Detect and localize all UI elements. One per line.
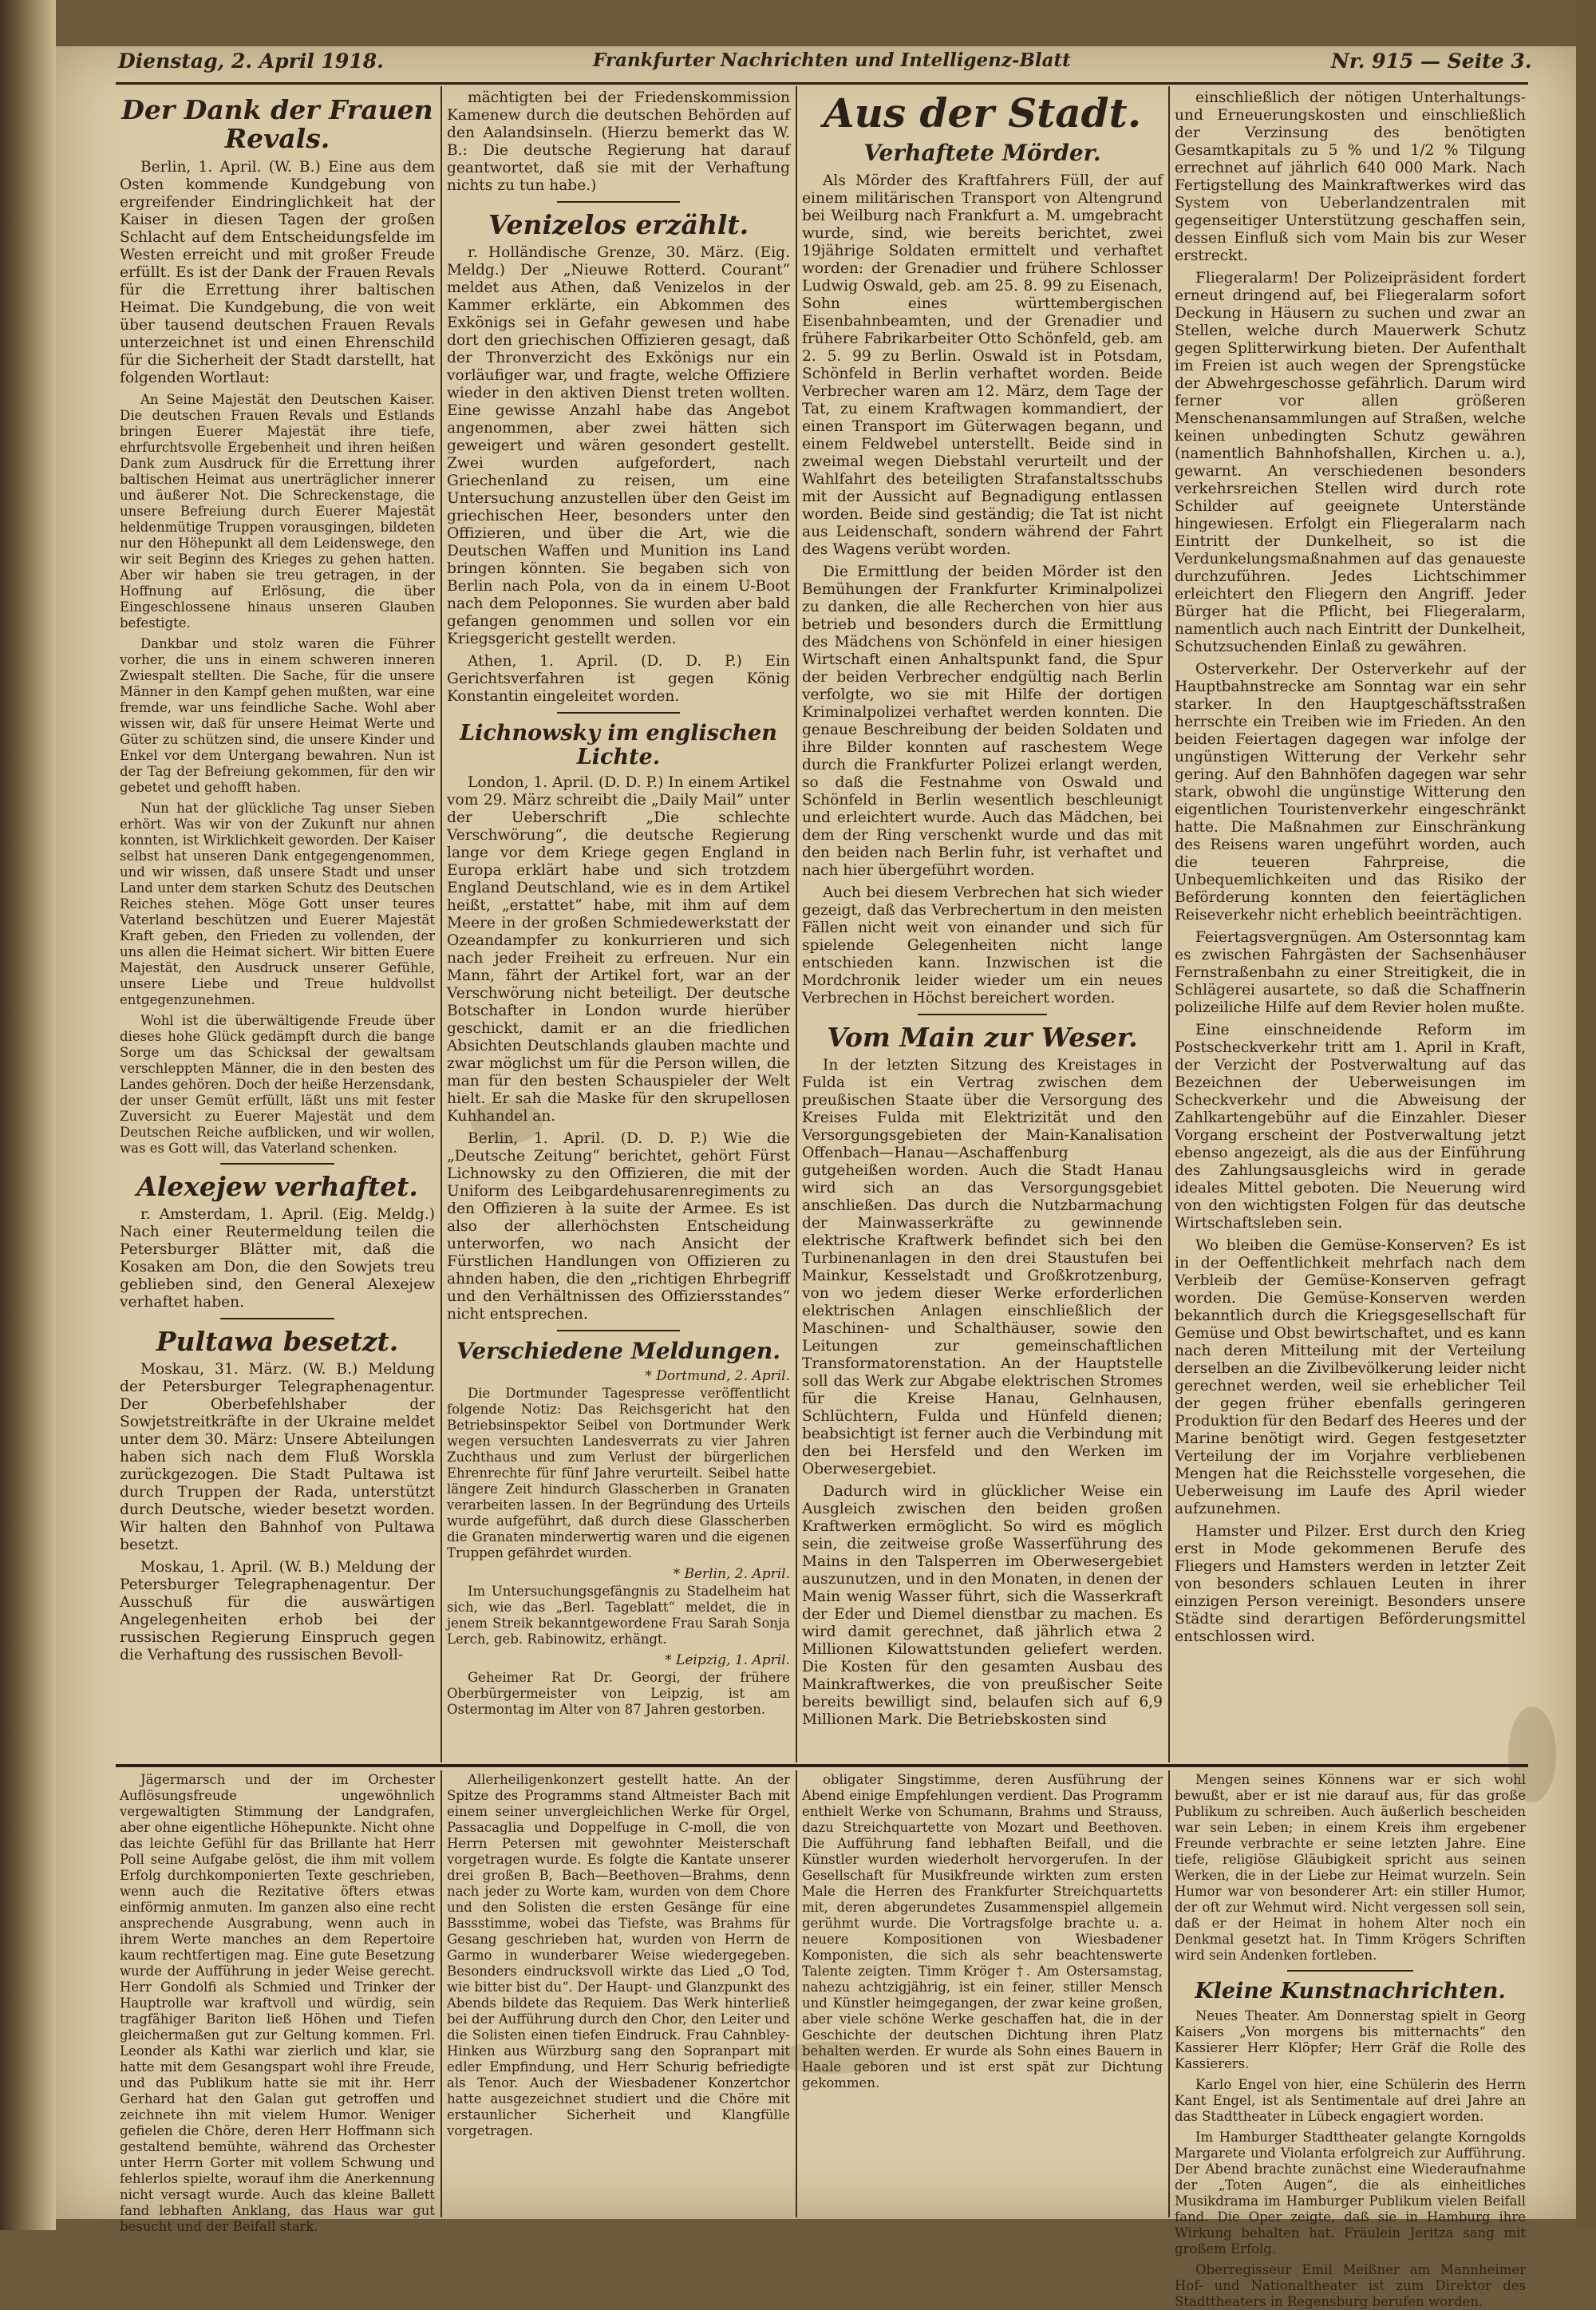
feuilleton-paragraph: Mengen seines Könnens war er sich wohl bewußt, aber er ist nie darauf aus, für das große Publikum zu schreiben. Auch äußerlich bescheiden war sein Leben; in einem Kreis ihm ergebener Freunde verbrachte er seine letzten Jahre. Eine tiefe, religiöse Gläubigkeit spricht aus seinen Werken, die in der Liebe zur Heimat wurzeln. Sein Humor war von besonderer Art: ein stiller Humor, der oft zur Wehmut wird. Nicht vergessen soll sein, daß er der Heimat in hohem Alter noch ein Denkmal gesetzt hat. In Timm Krögers Schriften wird sein Andenken fortleben. bbox=[1175, 1772, 1526, 1963]
column-rule bbox=[1168, 86, 1170, 1762]
column-rule bbox=[796, 1770, 797, 2217]
article-paragraph: In der letzten Sitzung des Kreistages in Fulda ist ein Vertrag zwischen dem preußischen Staate über die Versorgung des Kreises Fulda mit Elektrizität und den Versorgungsgebieten der Main-Kanalisation Offenbach—Hanau—Aschaffenburg gutgeheißen worden. Auch die Stadt Hanau wird sich an das Versorgungsgebiet anschließen. Das durch die Nutzbarmachung der Mainwasserkräfte zu gewinnende elektrische Kraftwerk befindet sich bei den Turbinenanlagen in den drei Staustufen bei Mainkur, Kesselstadt und Großkrotzenburg, von wo jedem dieser Werke erforderlichen elektrischen Anlagen einschließlich der Maschinen- und Schalthäuser, sowie den Leitungen zur gemeinschaftlichen Transformatorenstation. An der Hauptstelle soll das Werk zur Abgabe elektrischen Stromes für die Kreise Hanau, Gelnhausen, Schlüchtern, Fulda und Hünfeld dienen; beabsichtigt ist ferner auch die Verbindung mit den bei Hersfeld und den Werken im Oberwesergebiet. bbox=[802, 1057, 1163, 1478]
article-paragraph: London, 1. April. (D. D. P.) In einem Artikel vom 29. März schreibt die „Daily Mail“ unter der Ueberschrift „Die schlechte Verschwörung“, die deutsche Regierung lange vor dem Kriege gegen England in Europa erklärt habe und sich trotzdem England Deutschland, wie es in dem Artikel heißt, „erstattet“ habe, mit ihm auf dem Meere in der großen Schmiedewerkstatt der Ozeandampfer zu konkurrieren und sich nach jeder Freiheit zu erfreuen. Nur ein Mann, fährt der Artikel fort, war an der Verschwörung nicht beteiligt. Der deutsche Botschafter in London wurde hierüber geschickt, damit er an die friedlichen Absichten Deutschlands glauben machte und zwar möglichst um für die Person willen, die man für den besten Schauspieler der Welt hielt. Er sah die Maske für den skrupellosen Kuhhandel an. bbox=[447, 773, 790, 1125]
dateline: * Dortmund, 2. April. bbox=[645, 1368, 790, 1385]
article-paragraph: einschließlich der nötigen Unterhaltungs- und Erneuerungskosten und einschließlich der Verzinsung des benötigten Gesamtkapitals zu 5 % und 1/2 % Tilgung errechnet auf jährlich 640 000 Mark. Nach Fertigstellung des Mainkraftwerkes wird das System von Ueberlandzentralen mit gegenseitiger Unterstützung geschaffen sein, dessen Einfluß sich vom Main bis zur Weser erstreckt. bbox=[1175, 89, 1526, 264]
headline-main-weser: Vom Main zur Weser. bbox=[827, 1022, 1138, 1053]
feuilleton-paragraph: Jägermarsch und der im Orchester Auflösungsfreude ungewöhnlich vergewaltigten Stimmung der Landgrafen, aber ohne eigentliche Höhepunkte. Nicht ohne das leichte Gefühl für das Brillante hat Herr Poll seine Aufgabe gelöst, die ihm mit vollem Erfolg durchkomponierten Texte geschrieben, wenn auch die Rezitative öfters etwas einförmig anmuten. Im ganzen also eine recht ansprechende Ausgrabung, wenn auch in ihrem Werte manches an dem Repertoire kaum rechtfertigen mag. Eine gute Besetzung wurde der Aufführung in jeder Weise gerecht. Herr Gondolfi als Schmied und Trinker der Hauptrolle war kraftvoll und würdig, sein tragfähiger Bariton ließ Höhen und Tiefen gleichermaßen gut zur Geltung kommen. Frl. Leonder als Kathi war zierlich und klar, sie hatte mit dem Gesangspart wohl ihre Freude, und das Publikum hatte sie mit ihr. Herr Gerhard hat den Galan gut getroffen und zeichnete ihn mit vielem Humor. Weniger gefielen die Chöre, deren Herr Hoffmann sich gestaltend bemühte, während das Orchester unter Herrn Gorter mit vollem Schwung und fehlerlos spielte, worauf ihm die Anerkennung nicht versagt wurde. Auch das kleine Ballett fand lebhaften Anklang, das Haus war gut besucht und der Beifall stark. bbox=[120, 1772, 435, 2234]
column-1 bbox=[120, 89, 435, 1762]
kunst-item: Im Hamburger Stadttheater gelangte Korngolds Margarete und Violanta erfolgreich zur Aufführung. Der Abend brachte zunächst eine Wiederaufnahme der „Toten Augen“, die als einheitliches Musikdrama im Hamburger Publikum vielen Beifall fand. Die Oper zeigte, daß sie in Hamburg ihre Wirkung behalten hat. Fräulein Jeritza sang mit großem Erfolg. bbox=[1175, 2129, 1526, 2257]
feuilleton-rule bbox=[116, 1764, 1528, 1767]
masthead: Frankfurter Nachrichten und Intelligenz-Blatt bbox=[593, 49, 1071, 71]
header-date: Dienstag, 2. April 1918. bbox=[118, 49, 384, 73]
section-title-aus-der-stadt: Aus der Stadt. bbox=[823, 89, 1142, 136]
article-paragraph: Die Dortmunder Tagespresse veröffentlicht folgende Notiz: Das Reichsgericht hat den Betriebsinspektor Seibel von Dortmunder Werk wegen versuchten Landesverrats zu vier Jahren Zuchthaus und zum Verlust der bürgerlichen Ehrenrechte für fünf Jahre verurteilt. Seibel hatte längere Zeit hindurch Glasscherben in Granaten verarbeiten lassen. In der Begründung des Urteils wurde aufgeführt, daß durch diese Glasscherben die Granaten minderwertig waren und die eigenen Truppen gefährdet wurden. bbox=[447, 1386, 790, 1561]
headline-verhaftete-moerder: Verhaftete Mörder. bbox=[863, 140, 1101, 166]
headline-frauen-revals: Der Dank der Frauen Revals. bbox=[121, 94, 433, 155]
article-paragraph: Eine einschneidende Reform im Postscheckverkehr tritt am 1. April in Kraft, der Verzicht der Postverwaltung auf das Bezeichnen der Ueberweisungen im Scheckverkehr und die Abweisung der Zahlkartengebühr auf die Einzahler. Dieser Vorgang erscheint der Postverwaltung jetzt ebenso angezeigt, als die aus der Einführung des Zahlungsausgleichs wird in gerade ideales Mittel geboten. Die Neuerung wird von den wichtigsten Folgen für das deutsche Wirtschaftsleben sein. bbox=[1175, 1022, 1526, 1232]
article-divider bbox=[557, 712, 681, 714]
feuilleton-column-3 bbox=[802, 1772, 1163, 2215]
headline-alexejew: Alexejew verhaftet. bbox=[136, 1170, 418, 1202]
article-divider bbox=[220, 1163, 334, 1165]
kunst-item: Karlo Engel von hier, eine Schülerin des Herrn Kant Engel, ist als Sentimentale auf drei Jahre an das Stadttheater in Lübeck engagiert worden. bbox=[1175, 2076, 1526, 2124]
feuilleton-paragraph: Allerheiligenkonzert gestellt hatte. An der Spitze des Programms stand Altmeister Bach mit einem seiner unvergleichlichen Werke für Orgel, Passacaglia und Doppelfuge in C-moll, die von Herrn Petersen mit gewohnter Meisterschaft vorgetragen wurde. Es folgte die Kantate unserer drei großen B, Bach—Beethoven—Brahms, denn nach jeder zu Worte kam, wurden von dem Chore und den Solisten die ersten Gesänge für eine Bassstimme, wobei das Tiefste, was Brahms für Gesang geschrieben hat, wurden von Herrn de Garmo in wunderbarer Weise wiedergegeben. Besonders eindrucksvoll wirkte das Lied „O Tod, wie bitter bist du“. Der Haupt- und Glanzpunkt des Abends bildete das Requiem. Das Werk hinterließ bei der Aufführung durch den Chor, den Leiter und die Solisten einen tiefen Eindruck. Frau Cahnbley-Hinken aus Würzburg sang den Sopranpart mit edler Empfindung, und Herr Schurig befriedigte als Tenor. Auch der Wiesbadener Konzertchor hatte ausgezeichnet studiert und die Chöre mit erstaunlicher Sicherheit und Klangfülle vorgetragen. bbox=[447, 1772, 790, 2138]
headline-verschiedene-meldungen: Verschiedene Meldungen. bbox=[456, 1337, 780, 1364]
page-header bbox=[62, 49, 1532, 81]
article-paragraph: Moskau, 31. März. (W. B.) Meldung der Petersburger Telegraphenagentur. Der Oberbefehlshaber der Sowjetstreitkräfte in der Ukraine meldet unter dem 30. März: Unsere Abteilungen haben sich nach dem Fluß Worskla zurückgezogen. Die Stadt Pultawa ist durch Truppen der Rada, unterstützt durch Deutsche, wieder besetzt worden. Wir halten den Bahnhof von Pultawa besetzt. bbox=[120, 1361, 435, 1554]
column-2 bbox=[447, 89, 790, 1762]
column-rule bbox=[1168, 1770, 1170, 2217]
article-divider bbox=[1287, 1970, 1413, 1972]
article-paragraph: Nun hat der glückliche Tag unser Sieben erhört. Was wir von der Zukunft nur ahnen konnten, ist Wirklichkeit geworden. Der Kaiser selbst hat unseren Dank entgegengenommen, und wir wissen, daß unsere Stadt und unser Land unter dem starken Schutz des Deutschen Reiches stehen. Möge Gott unser teures Vaterland beschützen und Euerer Majestät Kraft geben, den Frieden zu vollenden, der uns allen die Heimat sichert. Wir bitten Euere Majestät, den Ausdruck unserer Gefühle, unsere Liebe und Treue huldvollst entgegenzunehmen. bbox=[120, 800, 435, 1007]
column-rule bbox=[796, 86, 797, 1762]
article-paragraph: r. Amsterdam, 1. April. (Eig. Meldg.) Nach einer Reutermeldung teilen die Petersburger Blätter mit, daß die Kosaken am Don, die den Sowjets treu geblieben sind, den General Alexejew verhaftet haben. bbox=[120, 1205, 435, 1311]
article-paragraph: Als Mörder des Kraftfahrers Füll, der auf einem militärischen Transport von Altengrund bei Weilburg nach Frankfurt a. M. umgebracht wurde, sind, wie bereits berichtet, zwei 19jährige Soldaten ermittelt und verhaftet worden: der Grenadier und frühere Schlosser Ludwig Oswald, geb. am 25. 8. 99 zu Eisenach, Sohn eines württembergischen Eisenbahnbeamten, und der Grenadier und frühere Fabrikarbeiter Otto Schönfeld, geb. am 2. 5. 99 zu Berlin. Oswald ist in Potsdam, Schönfeld in Berlin verhaftet worden. Beide Verbrecher waren am 12. März, dem Tage der Tat, zu einem Kraftwagen kommandiert, der einen Transport im Güterwagen begann, und einem Feldwebel unterstellt. Beide sind in zweimal wegen Diebstahl verurteilt und der Wahlfahrt des beteiligten Strafanstaltsschubs mit der Aussicht auf Begnadigung entlassen worden. Beide sind geständig; die Tat ist nicht aus Leidenschaft, sondern während der Fahrt des Wagens verübt worden. bbox=[802, 172, 1163, 558]
dateline: * Leipzig, 1. April. bbox=[665, 1652, 790, 1669]
article-divider bbox=[557, 1330, 681, 1331]
feuilleton-column-1 bbox=[120, 1772, 435, 2234]
article-paragraph: An Seine Majestät den Deutschen Kaiser. Die deutschen Frauen Revals und Estlands bringen Euerer Majestät ihre tiefe, ehrfurchtsvolle Ergebenheit und ihren heißen Dank zum Ausdruck für die Errettung ihrer baltischen Heimat aus unerträglicher innerer und äußerer Not. Die Schreckenstage, die unsere Befreiung durch Euerer Majestät heldenmütige Truppen vorausgingen, bildeten nur den Höhepunkt all dem Leidenswege, den wir seit Beginn des Krieges zu gehen hatten. Aber wir haben sie treu getragen, in der Hoffnung auf Erlösung, die über Eingeschlossene hinaus unseren Glauben befestigte. bbox=[120, 391, 435, 631]
headline-lichnowsky: Lichnowsky im englischen Lichte. bbox=[460, 721, 777, 769]
headline-kleine-kunstnachrichten: Kleine Kunstnachrichten. bbox=[1195, 1979, 1506, 2003]
article-paragraph: Moskau, 1. April. (W. B.) Meldung der Petersburger Telegraphenagentur. Der Ausschuß für die auswärtigen Angelegenheiten erhob bei der russischen Regierung Einspruch gegen die Verhaftung des russischen Bevoll- bbox=[120, 1559, 435, 1664]
feuilleton-paragraph: obligater Singstimme, deren Ausführung der Abend einige Empfehlungen verdient. Das Programm enthielt Werke von Schumann, Brahms und Strauss, dazu Streichquartette von Mozart und Beethoven. Die Aufführung fand lebhaften Beifall, und die Künstler wurden wiederholt hervorgerufen. In der Gesellschaft für Musikfreunde wirkten zum ersten Male die Herren des Frankfurter Streichquartetts mit, deren abgerundetes Zusammenspiel allgemein gerühmt wurde. Die Vortragsfolge brachte u. a. neuere Kompositionen von Wiesbadener Komponisten, die sich als sehr beachtenswerte Talente zeigten. Timm Kröger †. Am Ostersamstag, nahezu achtzigjährig, ist ein feiner, stiller Mensch und Künstler heimgegangen, der zwar keine großen, aber viele schöne Werke geschaffen hat, die in der Geschichte der deutschen Dichtung ihren Platz behalten werden. Er wurde als Sohn eines Bauern in Haale geboren und ist erst spät zur Dichtung gekommen. bbox=[802, 1772, 1163, 2090]
article-paragraph: r. Holländische Grenze, 30. März. (Eig. Meldg.) Der „Nieuwe Rotterd. Courant“ meldet aus Athen, daß Venizelos in der Kammer erklärte, ein Abkommen des Exkönigs sei in Gefahr gewesen und habe dort den griechischen Offizieren gesagt, daß der Thronverzicht des Exkönigs nur ein vorläufiger war, und fragte, welche Offiziere wieder in den aktiven Dienst treten wollten. Eine gewisse Anzahl habe das Angebot angenommen, aber zwei hätten sich geweigert und wären gesondert gestellt. Zwei wurden aufgefordert, nach Griechenland zu reisen, um eine Untersuchung anzustellen über den Geist im griechischen Heer, besonders unter den Offizieren, und über die Art, wie die Deutschen Waffen und Munition ins Land bringen könnten. Sie begaben sich von Berlin nach Pola, von da in einem U-Boot nach dem Peloponnes. Sie wurden aber bald gefangen genommen und sollen vor ein Kriegsgericht gestellt werden. bbox=[447, 244, 790, 648]
kunst-item: Oberregisseur Emil Meißner am Mannheimer Hof- und Nationaltheater ist zum Direktor des Stadttheaters in Regensburg berufen worden. bbox=[1175, 2261, 1526, 2309]
kunst-item: Neues Theater. Am Donnerstag spielt in Georg Kaisers „Von morgens bis mitternachts“ den Kassierer Herr Klöpfer; Herr Gräf die Rolle des Kassierers. bbox=[1175, 2007, 1526, 2071]
article-paragraph: Auch bei diesem Verbrechen hat sich wieder gezeigt, daß das Verbrechertum in den meisten Fällen nicht weit von einander und sich für spielende Gelegenheiten nicht lange entschieden kann. Inzwischen ist die Mordchronik leider wieder um ein neues Verbrechen in Höchst bereichert worden. bbox=[802, 884, 1163, 1007]
article-paragraph: Dankbar und stolz waren die Führer vorher, die uns in einem schweren inneren Zwiespalt stellten. Die Sache, für die unsere Männer in den Kampf gehen mußten, war eine fremde, war uns feindliche Sache. Wohl aber wissen wir, daß für unsere Heimat Werte und Güter zu schützen sind, die unsere Kinder und Enkel vor dem Untergang bewahren. Nun ist der Tag der Befreiung gekommen, für den wir gebetet und gehofft haben. bbox=[120, 635, 435, 795]
page-edge bbox=[1576, 0, 1596, 2230]
headline-pultawa: Pultawa besetzt. bbox=[156, 1325, 399, 1357]
book-gutter bbox=[0, 0, 56, 2230]
article-paragraph: Die Ermittlung der beiden Mörder ist den Bemühungen der Frankfurter Kriminalpolizei zu danken, die alle Recherchen von hier aus betrieb und besonders durch die Ermittlung des Mädchens von Schönfeld in einer hiesigen Wirtschaft einen Anhaltspunkt fand, die Spur der beiden Verbrecher endgültig nach Berlin verfolgte, wo sie mit Hilfe der dortigen Kriminalpolizei verhaftet werden konnten. Die genaue Beschreibung der beiden Soldaten und ihre Bilder konnten auf raschestem Wege durch die Frankfurter Polizei erlangt werden, so daß die Festnahme von Oswald und Schönfeld in Berlin wesentlich beschleunigt und erleichtert wurde. Auch das Mädchen, bei dem der Ring verschenkt wurde und das mit den beiden nach Berlin fuhr, ist verhaftet und nach hier übergeführt worden. bbox=[802, 564, 1163, 879]
article-paragraph: Dadurch wird in glücklicher Weise ein Ausgleich zwischen den beiden großen Kraftwerken ermöglicht. So wird es möglich sein, die zeitweise große Wasserführung des Mains in den Talsperren im Oberwesergebiet auszunutzen, und in den Monaten, in denen der Main wenig Wasser führt, sich die Wasserkraft der Eder und Diemel dienstbar zu machen. Es wird damit gerechnet, daß jährlich etwa 2 Millionen Kilowattstunden geliefert werden. Die Kosten für den gesamten Ausbau des Mainkraftwerkes, die von preußischer Seite bereits bewilligt sind, belaufen sich auf 6,9 Millionen Mark. Die Betriebskosten sind bbox=[802, 1483, 1163, 1729]
article-paragraph: Hamster und Pilzer. Erst durch den Krieg erst in Mode gekommenen Berufe des Fliegers und Hamsters werden in letzter Zeit von besonders schlauen Leuten in ihrer einzigen Person vereinigt. Besonders unsere Städte sind derartigen Beförderungsmittel entschlossen wird. bbox=[1175, 1523, 1526, 1645]
dateline: * Berlin, 2. April. bbox=[673, 1566, 790, 1583]
feuilleton-column-4 bbox=[1175, 1772, 1526, 2309]
feuilleton-column-2 bbox=[447, 1772, 790, 2215]
article-paragraph: Wohl ist die überwältigende Freude über dieses hohe Glück gedämpft durch die bange Sorge um das Schicksal der gewaltsam verschleppten Männer, die in den besten des Landes gehören. Doch der heiße Herzensdank, der unser Gemüt erfüllt, läßt uns mit fester Zuversicht zu Euerer Majestät und dem Deutschen Reiche aufblicken, und wir wollen, was es Gott will, das Vaterland schenken. bbox=[120, 1012, 435, 1156]
article-paragraph: Berlin, 1. April. (W. B.) Eine aus dem Osten kommende Kundgebung von ergreifender Eindringlichkeit hat der Kaiser in diesen Tagen der großen Schlacht auf dem Entscheidungsfelde im Westen erreicht und mit großer Freude erfüllt. Es ist der Dank der Frauen Revals für die Errettung ihrer baltischen Heimat. Die Kundgebung, die von weit über tausend deutschen Frauen Revals unterzeichnet ist und einen Ehrenschild für die Sicherheit der Stadt darstellt, hat folgenden Wortlaut: bbox=[120, 158, 435, 386]
article-divider bbox=[918, 1014, 1048, 1015]
article-paragraph: Geheimer Rat Dr. Georgi, der frühere Oberbürgermeister von Leipzig, ist am Ostermontag im Alter von 87 Jahren gestorben. bbox=[447, 1670, 790, 1718]
article-paragraph: Feiertagsvergnügen. Am Ostersonntag kam es zwischen Fahrgästen der Sachsenhäuser Fernstraßenbahn zu einer Streitigkeit, die in Schlägerei ausartete, so daß die Schaffnerin polizeiliche Hilfe auf dem Revier holen mußte. bbox=[1175, 929, 1526, 1016]
headline-venizelos: Venizelos erzählt. bbox=[488, 209, 749, 240]
column-3 bbox=[802, 89, 1163, 1762]
column-rule bbox=[440, 86, 442, 1762]
column-rule bbox=[440, 1770, 442, 2217]
article-divider bbox=[220, 1318, 334, 1319]
article-paragraph: Im Untersuchungsgefängnis zu Stadelheim hat sich, wie das „Berl. Tageblatt“ meldet, die in jenem Streik bekanntgewordene Frau Sarah Sonja Lerch, geb. Rabinowitz, erhängt. bbox=[447, 1584, 790, 1647]
article-paragraph: Wo bleiben die Gemüse-Konserven? Es ist in der Oeffentlichkeit mehrfach nach dem Verbleib der Gemüse-Konserven gefragt worden. Die Gemüse-Konserven werden bekanntlich durch die Kriegsgesellschaft für Gemüse und Obst bewirtschaftet, und es kann nach deren Mitteilung mit der Verteilung derselben an die Zivilbevölkerung leider nicht gerechnet werden, weil sie erheblicher Teil der gegen früher ebenfalls geringeren Produktion für den Bedarf des Heeres und der Marine benötigt wird. Gegen festgesetzter Verteilung der im Vorjahre verbliebenen Mengen hat die Reichsstelle vorgesehen, die Ueberweisung im Laufe des April wieder aufzunehmen. bbox=[1175, 1237, 1526, 1517]
article-paragraph: Athen, 1. April. (D. D. P.) Ein Gerichtsverfahren ist gegen König Konstantin eingeleitet worden. bbox=[447, 653, 790, 706]
article-paragraph: Osterverkehr. Der Osterverkehr auf der Hauptbahnstrecke am Sonntag war ein sehr starker. In den Hauptgeschäftsstraßen herrschte ein Treiben wie im Frieden. An den beiden Feiertagen dagegen war infolge der ungünstigen Witterung der Verkehr sehr gering. Auf den Bahnhöfen dagegen war sehr stark, obwohl die ungünstige Witterung den eigentlichen Touristenverkehr eingeschränkt hatte. Die Maßnahmen zur Einschränkung des Reisens waren ungeführt worden, auch die teueren Fahrpreise, die Unbequemlichkeiten und das Risiko der Beförderung konnten den feiertäglichen Reiseverkehr nicht erheblich beeinträchtigen. bbox=[1175, 661, 1526, 924]
article-paragraph: Fliegeralarm! Der Polizeipräsident fordert erneut dringend auf, bei Fliegeralarm sofort Deckung in Häusern zu suchen und zwar an Stellen, welche durch Mauerwerk Schutz gegen Splitterwirkung bieten. Der Aufenthalt im Freien ist auch wegen der Sprengstücke der Abwehrgeschosse gefährlich. Darum wird ferner vor allen größeren Menschenansammlungen auf Straßen, welche keinen unbedingten Schutz gewähren (namentlich Bahnhofshallen, Kirchen u. a.), gewarnt. An verschiedenen besonders verkehrsreichen Stellen wird durch rote Schilder auf geeignete Unterstände hingewiesen. Erfolgt ein Fliegeralarm nach Eintritt der Dunkelheit, so ist die Verdunkelungsmaßnahmen auf das genaueste durchzuführen. Jedes Lichtschimmer erleichtert den Fliegern den Angriff. Jeder Bürger hat die Pflicht, bei Fliegeralarm, namentlich auch nach Eintritt der Dunkelheit, Schutzsuchenden Einlaß zu gewähren. bbox=[1175, 270, 1526, 655]
article-paragraph: Berlin, 1. April. (D. D. P.) Wie die „Deutsche Zeitung“ berichtet, gehört Fürst Lichnowsky zu den Offizieren, die mit der Uniform des Leibgardehusarenregiments zu den Offizieren à la suite der Armee. Es ist also der allerhöchsten Entscheidung unterworfen, wo nach Ansicht der Fürstlichen Handlungen von Offizieren zu ahnden haben, die den „richtigen Ehrbegriff und den Verhältnissen des Offiziersstandes“ nicht entsprechen. bbox=[447, 1129, 790, 1323]
column-4 bbox=[1175, 89, 1526, 1762]
article-paragraph: mächtigten bei der Friedenskommission Kamenew durch die deutschen Behörden auf den Aalandsinseln. (Hierzu bemerkt das W. B.: Die deutsche Regierung hat darauf geantwortet, daß sie mit der Verhaftung nichts zu tun habe.) bbox=[447, 89, 790, 194]
article-divider bbox=[557, 201, 681, 203]
issue-number: Nr. 915 — Seite 3. bbox=[1331, 49, 1532, 73]
header-rule bbox=[116, 82, 1528, 85]
